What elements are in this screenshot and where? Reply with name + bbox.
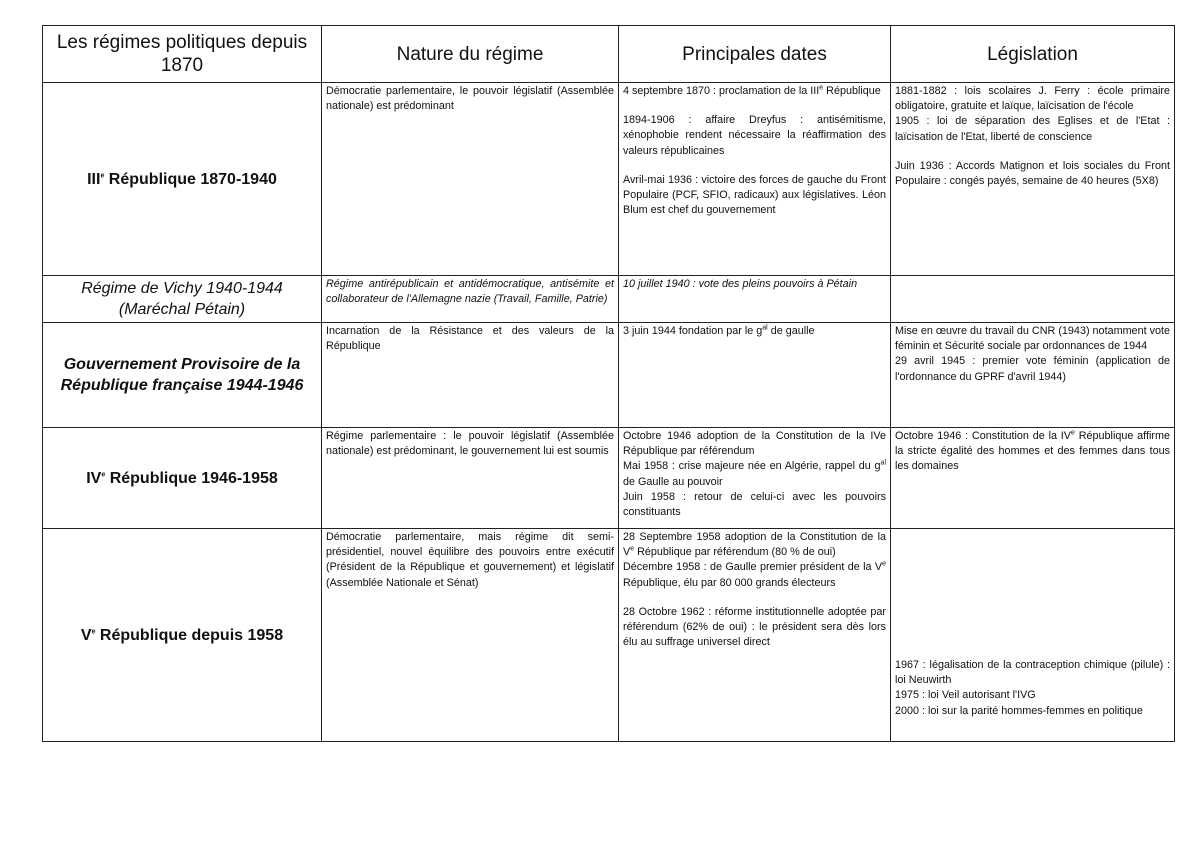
- regime-name: Gouvernement Provisoire de la République française 1944-1946: [43, 323, 322, 428]
- regime-dates: [619, 83, 891, 276]
- regime-nature: Régime antirépublicain et antidémocratique, antisémite et collaborateur de l'Allemagne nazie (Travail, Famille, Patrie): [322, 276, 619, 323]
- regime-name: IIIe République 1870-1940: [43, 83, 322, 276]
- date-entry: Avril-mai 1936 : victoire des forces de gauche du Front Populaire (PCF, SFIO, radicaux) aux législatives. Léon Blum est chef du gouvernement: [623, 173, 886, 217]
- date-entry: Juin 1958 : retour de celui-ci avec les pouvoirs constituants: [623, 490, 886, 519]
- regime-dates: [619, 323, 891, 428]
- regime-dates: [619, 276, 891, 323]
- date-entry: 28 Septembre 1958 adoption de la Constitution de la Ve République par référendum (80 % de oui): [623, 531, 886, 559]
- law-entry: Mise en œuvre du travail du CNR (1943) notamment vote féminin et Sécurité sociale par ordonnances de 1944: [895, 325, 1170, 353]
- header-dates: Principales dates: [619, 26, 891, 83]
- regime-dates: [619, 529, 891, 742]
- header-regimes: Les régimes politiques depuis 1870: [43, 26, 322, 83]
- date-entry: 10 juillet 1940 : vote des pleins pouvoirs à Pétain: [623, 278, 858, 290]
- regime-legislation: [891, 323, 1175, 428]
- header-row: [43, 26, 1175, 83]
- date-entry: 3 juin 1944 fondation par le $g^{al}$ de gaulle: [623, 324, 815, 337]
- regimes-table: [42, 25, 1175, 742]
- regime-dates: [619, 428, 891, 529]
- law-entry: 2000 : loi sur la parité hommes-femmes en politique: [895, 704, 1143, 717]
- date-entry: Décembre 1958 : de Gaulle premier président de la Ve République, élu par 80 000 grands électeurs: [623, 560, 886, 589]
- regime-legislation: [891, 276, 1175, 323]
- regime-name: Régime de Vichy 1940-1944 (Maréchal Pétain): [43, 276, 322, 323]
- date-entry: Octobre 1946 adoption de la Constitution de la IVe République par référendum: [623, 430, 886, 458]
- law-entry: 29 avril 1945 : premier vote féminin (application de l'ordonnance du GPRF d'avril 1944): [895, 355, 1170, 383]
- law-entry: 1967 : légalisation de la contraception chimique (pilule) : loi Neuwirth: [895, 659, 1170, 687]
- regime-nature: Démocratie parlementaire, le pouvoir législatif (Assemblée nationale) est prédominant: [322, 83, 619, 276]
- date-entry: Mai 1958 : crise majeure née en Algérie, rappel du $g^{al}$ de Gaulle au pouvoir: [623, 459, 886, 488]
- header-legislation: Législation: [891, 26, 1175, 83]
- table-row: [43, 276, 1175, 323]
- header-nature: Nature du régime: [322, 26, 619, 83]
- table-row: [43, 529, 1175, 742]
- regime-legislation: [891, 83, 1175, 276]
- regime-name: Ve République depuis 1958: [43, 529, 322, 742]
- law-entry: Octobre 1946 : Constitution de la IVe République affirme la stricte égalité des hommes et des femmes dans tous les domaines: [895, 429, 1170, 473]
- table-row: [43, 323, 1175, 428]
- table-row: [43, 428, 1175, 529]
- regime-legislation: [891, 529, 1175, 742]
- regime-legislation: [891, 428, 1175, 529]
- law-entry: 1905 : loi de séparation des Eglises et de l'Etat : laïcisation de l'Etat, liberté de conscience: [895, 115, 1170, 143]
- regime-name: IVe République 1946-1958: [43, 428, 322, 529]
- regime-nature: Régime parlementaire : le pouvoir législatif (Assemblée nationale) est prédominant, le gouvernement lui est soumis: [322, 428, 619, 529]
- regime-nature: Démocratie parlementaire, mais régime dit semi-présidentiel, nouvel équilibre des pouvoirs entre exécutif (Président de la République et gouvernement) et législatif (Assemblée Nationale et Sénat): [322, 529, 619, 742]
- date-entry: 4 septembre 1870 : proclamation de la IIIe République: [623, 84, 881, 97]
- regime-nature: Incarnation de la Résistance et des valeurs de la République: [322, 323, 619, 428]
- law-entry: Juin 1936 : Accords Matignon et lois sociales du Front Populaire : congés payés, semaine de 40 heures (5X8): [895, 159, 1170, 188]
- law-entry: 1881-1882 : lois scolaires J. Ferry : école primaire obligatoire, gratuite et laïque, laïcisation de l'école: [895, 85, 1170, 113]
- date-entry: 28 Octobre 1962 : réforme institutionnelle adoptée par référendum (62% de oui) : le président sera dès lors élu au suffrage universel direct: [623, 605, 886, 649]
- law-entry: 1975 : loi Veil autorisant l'IVG: [895, 689, 1036, 702]
- date-entry: 1894-1906 : affaire Dreyfus : antisémitisme, xénophobie rendent nécessaire la réaffirmation des valeurs républicaines: [623, 114, 886, 157]
- table-row: [43, 83, 1175, 276]
